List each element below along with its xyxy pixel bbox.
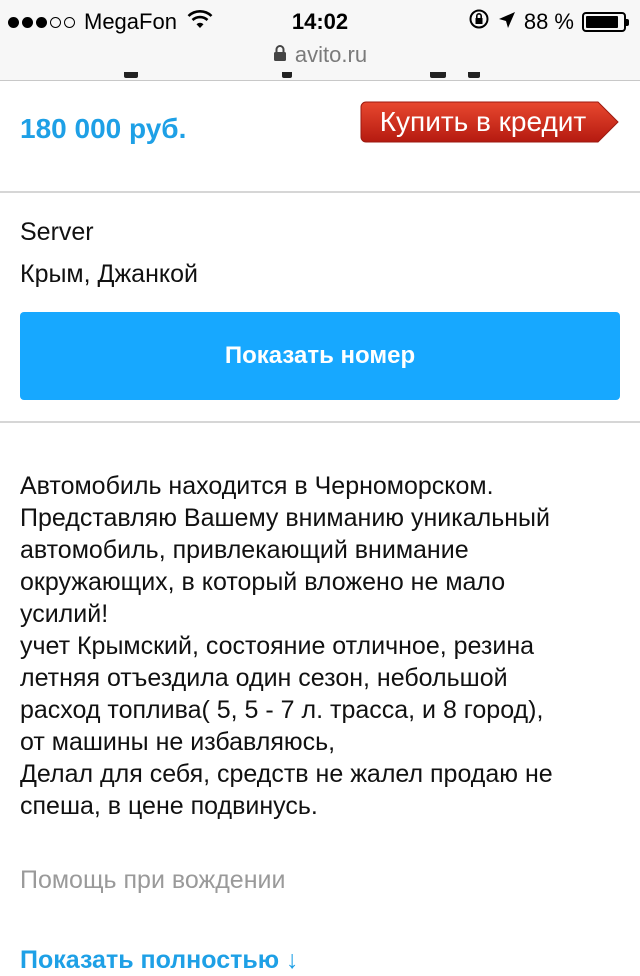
orientation-lock-icon bbox=[468, 8, 490, 36]
listing-description: Автомобиль находится в Черноморском. Представляю Вашему вниманию уникальный автомобиль, привлекающий внимание окружающих, в который вложено не мало усилий! учет Крымский, состояние отличное, резина летняя отъездила один сезон, небольшой расход топлива( 5, 5 - 7 л. трасса, и 8 город), от машины не избавляюсь, Делал для себя, средств не жалел продаю не спеша, в цене подвинусь. bbox=[20, 472, 553, 820]
clock: 14:02 bbox=[291, 9, 349, 34]
credit-button-label: Купить в кредит bbox=[379, 106, 587, 137]
divider bbox=[0, 421, 640, 423]
url-text: avito.ru bbox=[294, 42, 368, 67]
divider bbox=[0, 191, 640, 193]
signal-strength-icon bbox=[8, 17, 78, 28]
status-bar bbox=[0, 0, 640, 81]
show-phone-button[interactable]: Показать номер bbox=[20, 312, 620, 400]
battery-icon bbox=[582, 12, 626, 32]
listing-price: 180 000 руб. bbox=[20, 113, 187, 144]
listing-location: Крым, Джанкой bbox=[20, 260, 198, 288]
address-bar[interactable] bbox=[0, 42, 640, 68]
signal-and-carrier bbox=[8, 8, 213, 36]
seller-name[interactable]: Server bbox=[20, 218, 94, 246]
carrier-name: MegaFon bbox=[84, 9, 177, 34]
signal-dot bbox=[36, 17, 47, 28]
location-arrow-icon bbox=[498, 9, 516, 35]
show-full-link[interactable] bbox=[20, 944, 299, 976]
chevron-down-icon: ↓ bbox=[286, 946, 299, 974]
signal-dot bbox=[8, 17, 19, 28]
show-full-label: Показать полностью bbox=[20, 946, 280, 974]
wifi-icon bbox=[187, 10, 213, 35]
lock-icon bbox=[273, 42, 287, 68]
buy-on-credit-button[interactable] bbox=[360, 100, 620, 144]
battery-fill bbox=[586, 16, 618, 28]
feature-tag: Помощь при вождении bbox=[20, 866, 286, 894]
signal-dot bbox=[22, 17, 33, 28]
signal-dot bbox=[50, 17, 61, 28]
battery-percent: 88 % bbox=[523, 9, 574, 34]
status-indicators bbox=[460, 8, 626, 36]
clipped-previous-line bbox=[20, 72, 620, 80]
signal-dot bbox=[64, 17, 75, 28]
